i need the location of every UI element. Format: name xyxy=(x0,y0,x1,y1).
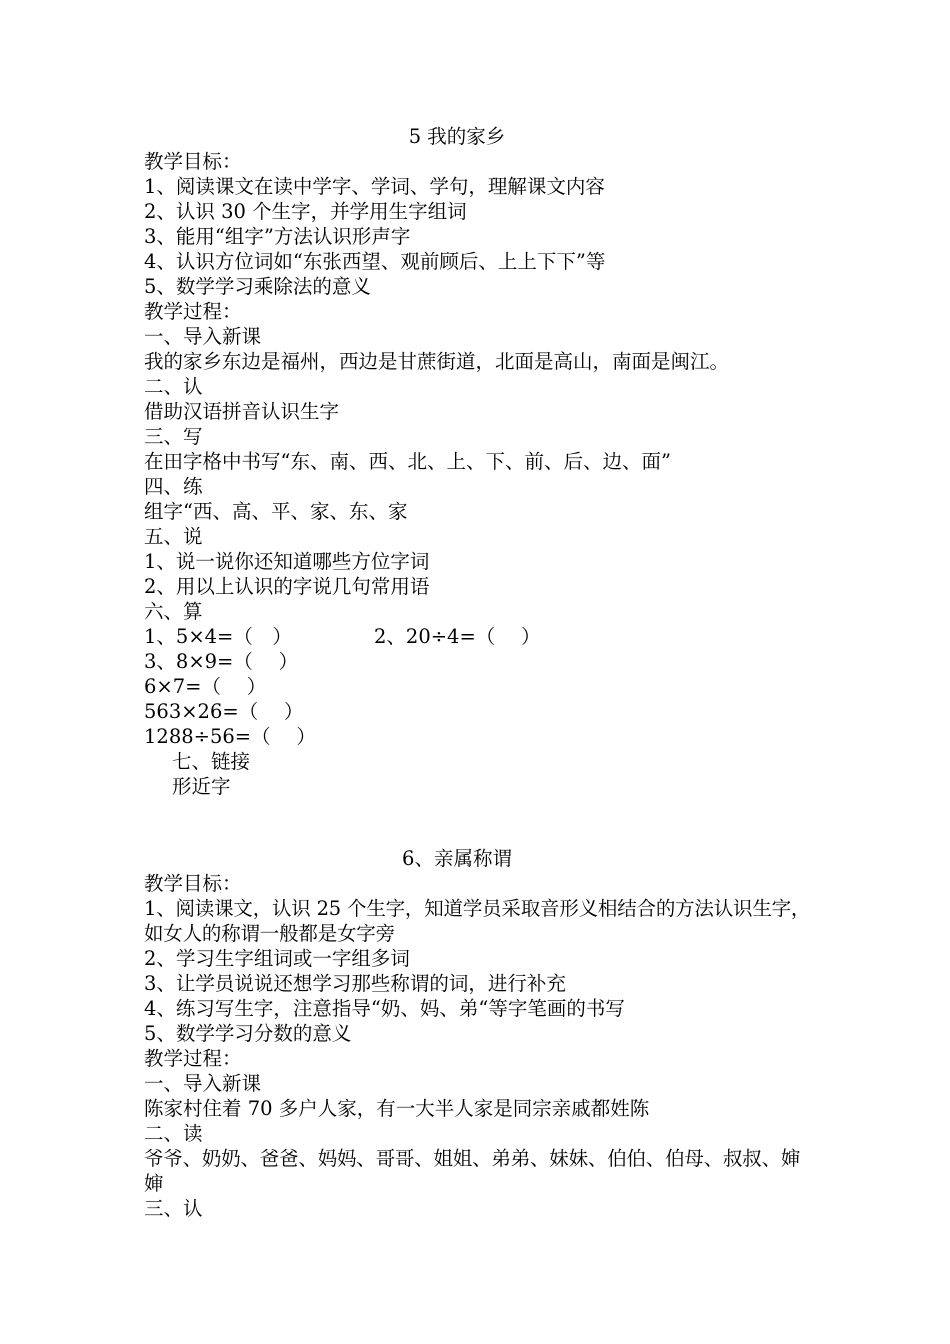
lesson-5-section-text: 借助汉语拼音认识生字 xyxy=(144,400,340,423)
lesson-6-section-heading: 二、读 xyxy=(144,1122,203,1145)
lesson-5-section-heading: 七、链接 xyxy=(172,750,251,773)
lesson-5-section-text: 在田字格中书写“东、南、西、北、上、下、前、后、边、面” xyxy=(144,450,671,473)
lesson-6-goal: 3、让学员说说还想学习那些称谓的词，进行补充 xyxy=(144,972,566,995)
lesson-6 xyxy=(144,846,814,1221)
lesson-5-goals-heading: 教学目标： xyxy=(144,150,242,173)
math-question: 1288÷56=（ ） xyxy=(144,725,316,748)
lesson-6-goals-heading: 教学目标： xyxy=(144,872,242,895)
lesson-5-section-heading: 五、说 xyxy=(144,525,203,548)
lesson-5-goal: 2、认识 30 个生字，并学用生字组词 xyxy=(144,200,467,223)
lesson-6-section-text: 陈家村住着 70 多户人家，有一大半人家是同宗亲戚都姓陈 xyxy=(144,1097,650,1120)
lesson-6-section-heading: 一、导入新课 xyxy=(144,1072,262,1095)
lesson-5-section-heading: 六、算 xyxy=(144,600,203,623)
math-question: 6×7=（ ） xyxy=(144,675,267,698)
lesson-6-goal: 5、数学学习分数的意义 xyxy=(144,1022,352,1045)
lesson-6-section-text: 爷爷、奶奶、爸爸、妈妈、哥哥、姐姐、弟弟、妹妹、伯伯、伯母、叔叔、婶婶 xyxy=(144,1147,801,1195)
lesson-6-section-heading: 三、认 xyxy=(144,1197,203,1220)
lesson-5-section-item: 1、说一说你还知道哪些方位字词 xyxy=(144,550,430,573)
math-question: 2、20÷4=（ ） xyxy=(374,625,541,648)
math-question: 3、8×9=（ ） xyxy=(144,650,299,673)
lesson-5-section-item: 2、用以上认识的字说几句常用语 xyxy=(144,575,430,598)
lesson-5-goal: 3、能用“组字”方法认识形声字 xyxy=(144,225,411,248)
lesson-6-process-heading: 教学过程： xyxy=(144,1047,242,1070)
lesson-6-goal: 2、学习生字组词或一字组多词 xyxy=(144,947,410,970)
lesson-5-section-heading: 一、导入新课 xyxy=(144,325,262,348)
math-question: 1、5×4=（ ） xyxy=(144,625,292,648)
lesson-5-goal: 4、认识方位词如“东张西望、观前顾后、上上下下”等 xyxy=(144,250,606,273)
lesson-5-goal: 5、数学学习乘除法的意义 xyxy=(144,275,371,298)
lesson-6-title: 6、亲属称谓 xyxy=(402,847,512,870)
lesson-6-goal: 4、练习写生字，注意指导“奶、妈、弟“等字笔画的书写 xyxy=(144,997,625,1020)
lesson-5-section-heading: 二、认 xyxy=(144,375,203,398)
math-question: 563×26=（ ） xyxy=(144,700,304,723)
lesson-5-section-text: 我的家乡东边是福州，西边是甘蔗街道，北面是高山，南面是闽江。 xyxy=(144,350,730,373)
lesson-6-goal: 1、阅读课文，认识 25 个生字，知道学员采取音形义相结合的方法认识生字，如女人的称谓一般都是女字旁 xyxy=(144,897,811,945)
lesson-5-process-heading: 教学过程： xyxy=(144,300,242,323)
lesson-5-section-text: 形近字 xyxy=(172,775,231,798)
lesson-5-section-text: 组字“西、高、平、家、东、家 xyxy=(144,500,408,523)
lesson-5-section-heading: 三、写 xyxy=(144,425,203,448)
lesson-5-goal: 1、阅读课文在读中学字、学词、学句，理解课文内容 xyxy=(144,175,605,198)
lesson-5 xyxy=(144,124,814,799)
math-row xyxy=(144,624,814,649)
lesson-5-title: 5 我的家乡 xyxy=(408,125,506,148)
lesson-5-section-heading: 四、练 xyxy=(144,475,203,498)
